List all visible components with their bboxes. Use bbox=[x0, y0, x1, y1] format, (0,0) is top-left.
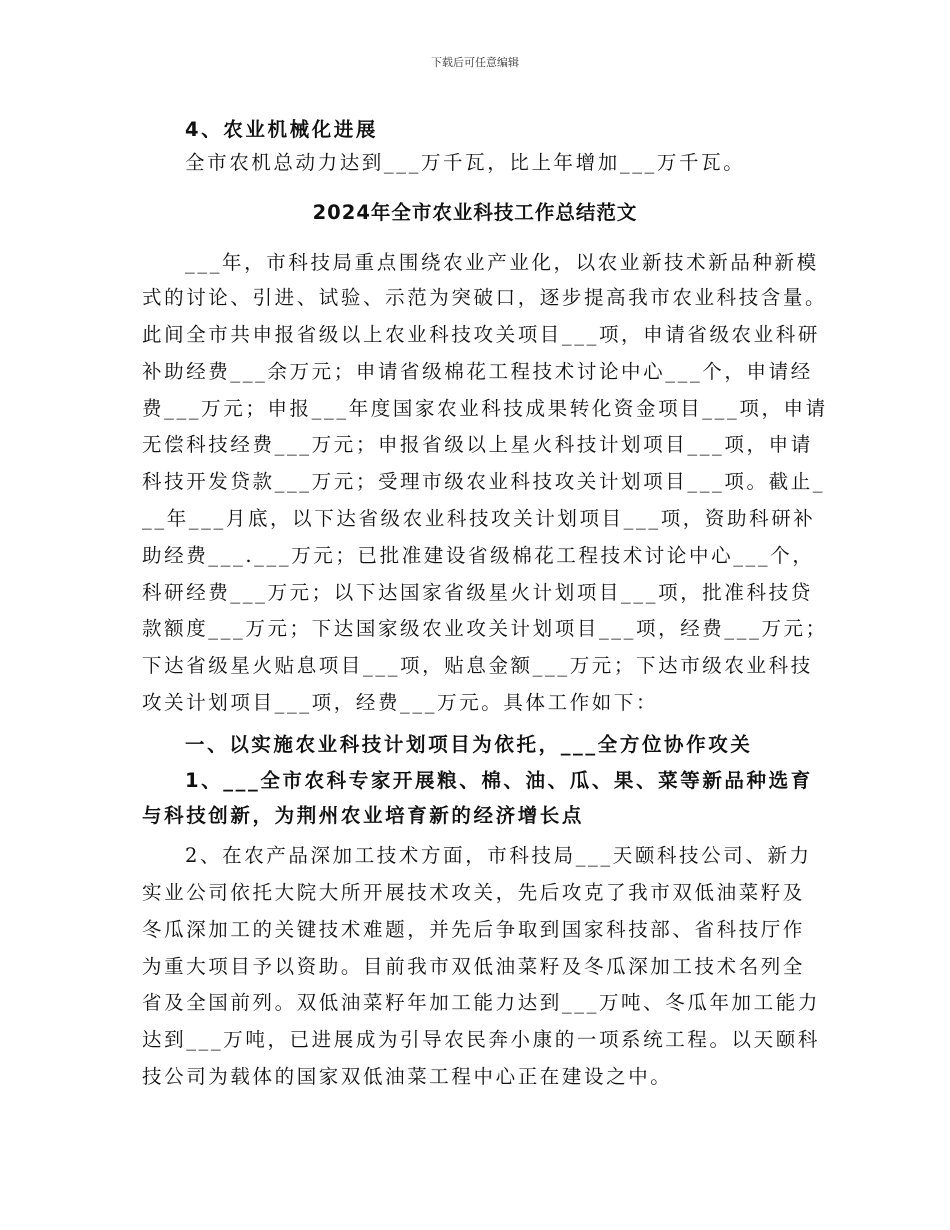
item-2-line: 实业公司依托大院大所开展技术攻关，先后攻克了我市双低油菜籽及 bbox=[142, 881, 806, 904]
item-2-line: 为重大项目予以资助。目前我市双低油菜籽及冬瓜深加工技术名列全 bbox=[142, 955, 806, 978]
paragraph-line: 补助经费___余万元；申请省级棉花工程技术讨论中心___个，申请经 bbox=[142, 360, 813, 383]
paragraph-line: ___年，市科技局重点围绕农业产业化，以农业新技术新品种新模 bbox=[185, 251, 819, 274]
paragraph-line: 式的讨论、引进、试验、示范为突破口，逐步提高我市农业科技含量。 bbox=[142, 286, 828, 309]
section-4-heading: 4、农业机械化进展 bbox=[185, 118, 378, 141]
item-1-line: 与科技创新，为荆州农业培育新的经济增长点 bbox=[142, 804, 585, 827]
page-header-note: 下载后可任意编辑 bbox=[431, 56, 519, 69]
paragraph-line: 费___万元；申报___年度国家农业科技成果转化资金项目___项，申请 bbox=[142, 397, 828, 420]
section-1-heading: 一、以实施农业科技计划项目为依托，___全方位协作攻关 bbox=[185, 733, 753, 756]
paragraph-line: 款额度___万元；下达国家级农业攻关计划项目___项，经费___万元； bbox=[142, 617, 828, 640]
paragraph-line: 下达省级星火贴息项目___项，贴息金额___万元；下达市级农业科技 bbox=[142, 654, 813, 677]
paragraph-line: 此间全市共申报省级以上农业科技攻关项目___项，申请省级农业科研 bbox=[142, 323, 820, 346]
paragraph-line: 无偿科技经费___万元；申报省级以上星火科技计划项目___项，申请 bbox=[142, 433, 813, 456]
item-2-line: 达到___万吨，已进展成为引导农民奔小康的一项系统工程。以天颐科 bbox=[142, 1028, 820, 1051]
article-title: 2024年全市农业科技工作总结范文 bbox=[312, 201, 638, 224]
item-1-line: 1、___全市农科专家开展粮、棉、油、瓜、果、菜等新品种选育 bbox=[185, 769, 813, 792]
paragraph-line: 助经费___.___万元；已批准建设省级棉花工程技术讨论中心___个， bbox=[142, 544, 815, 567]
paragraph-line: 攻关计划项目___项，经费___万元。具体工作如下： bbox=[142, 691, 659, 714]
section-4-body: 全市农机总动力达到___万千瓦，比上年增加___万千瓦。 bbox=[185, 151, 746, 174]
paragraph-line: 科技开发贷款___万元；受理市级农业科技攻关计划项目___项。截止_ bbox=[142, 470, 826, 493]
item-2-line: 2、在农产品深加工技术方面，市科技局___天颐科技公司、新力 bbox=[185, 844, 812, 867]
item-2-line: 省及全国前列。双低油菜籽年加工能力达到___万吨、冬瓜年加工能力 bbox=[142, 991, 820, 1014]
item-2-line: 技公司为载体的国家双低油菜工程中心正在建设之中。 bbox=[142, 1065, 673, 1088]
item-2-line: 冬瓜深加工的关键技术难题，并先后争取到国家科技部、省科技厅作 bbox=[142, 918, 806, 941]
paragraph-line: __年___月底，以下达省级农业科技攻关计划项目___项，资助科研补 bbox=[142, 507, 816, 530]
paragraph-line: 科研经费___万元；以下达国家省级星火计划项目___项，批准科技贷 bbox=[142, 581, 813, 604]
